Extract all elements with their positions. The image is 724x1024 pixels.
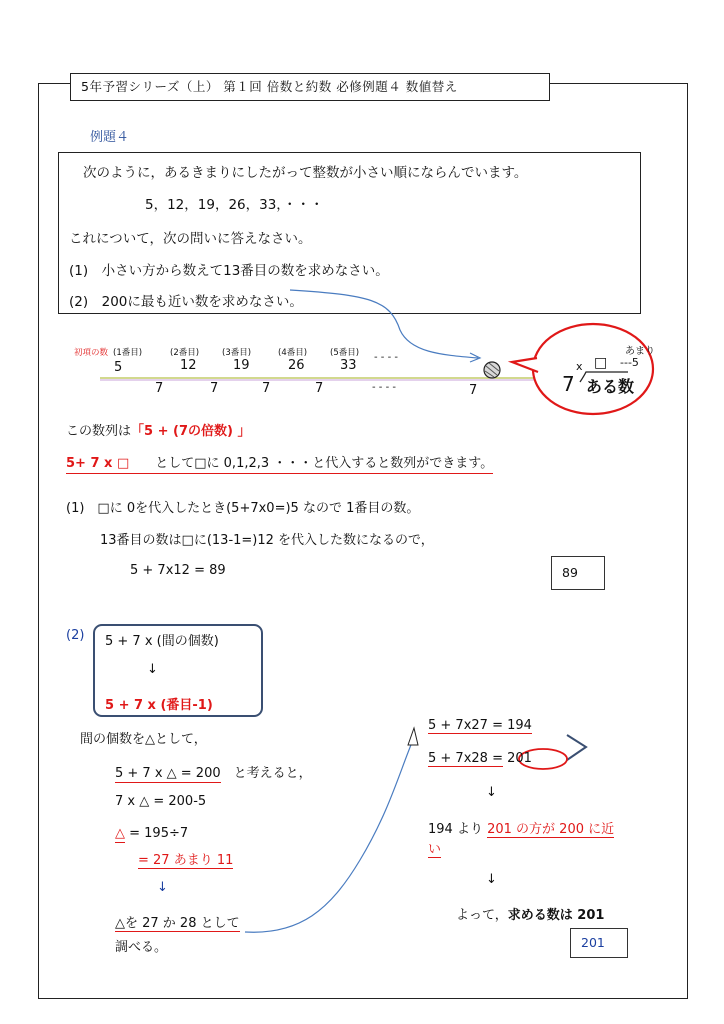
part2-eq3 bbox=[115, 826, 188, 841]
calc-28 bbox=[428, 751, 532, 766]
comparison-line1 bbox=[428, 818, 614, 837]
box-line3: 5 + 7 x (番目-1) bbox=[105, 698, 213, 713]
explain-formula: 5+ 7 x □ bbox=[66, 456, 130, 471]
gap-label-2: 7 bbox=[210, 381, 219, 396]
continuation-dots: - - - - bbox=[374, 352, 398, 363]
calc-28-result: 201 bbox=[507, 751, 532, 766]
part2-down-arrow: ↓ bbox=[157, 880, 168, 895]
part2-check1: △を 27 か 28 として bbox=[115, 912, 240, 932]
pos-label-1: (1番目) bbox=[113, 348, 143, 358]
bubble-x-mark: x bbox=[576, 360, 583, 373]
calc-27: 5 + 7x27 = 194 bbox=[428, 718, 532, 733]
right-arrow-1: ↓ bbox=[486, 785, 497, 800]
part2-check2: 調べる。 bbox=[115, 940, 168, 955]
conclusion bbox=[456, 904, 604, 923]
part2-eq2: 7 x △ = 200-5 bbox=[115, 794, 207, 809]
bubble-remainder: ---5 bbox=[620, 356, 639, 369]
term-2: 12 bbox=[180, 358, 197, 373]
part1-line1: (1) □に 0を代入したとき(5+7x0=)5 なので 1番目の数。 bbox=[66, 501, 420, 516]
gap-label-3: 7 bbox=[262, 381, 271, 396]
bubble-remainder-label: あまり bbox=[625, 346, 655, 357]
term-4: 26 bbox=[288, 358, 305, 373]
part2-eq4: = 27 あまり 11 bbox=[138, 849, 233, 869]
part2-answer-box: 201 bbox=[570, 928, 628, 958]
comparison-prefix: 194 より bbox=[428, 822, 483, 837]
eq1-tail: と考えると， bbox=[233, 766, 312, 781]
comparison-red: 201 の方が 200 に近 bbox=[487, 822, 615, 837]
question-1: (1) 小さい方から数えて13番目の数を求めなさい。 bbox=[69, 263, 389, 279]
gap-label-1: 7 bbox=[155, 381, 164, 396]
continuation-dots-lower: - - - - bbox=[372, 382, 396, 393]
example-label: 例題４ bbox=[90, 130, 130, 145]
comparison-line2: い bbox=[428, 838, 441, 858]
explain-line2 bbox=[66, 452, 493, 474]
part2-label: (2) bbox=[66, 628, 85, 643]
problem-line1: 次のように，あるきまりにしたがって整数が小さい順にならんでいます。 bbox=[83, 165, 528, 181]
gap-label-4: 7 bbox=[315, 381, 324, 396]
pos-label-3: (3番目) bbox=[222, 348, 252, 358]
explain-line1 bbox=[66, 420, 250, 439]
pos-label-5: (5番目) bbox=[330, 348, 360, 358]
part1-calc: 5 + 7x12 = 89 bbox=[130, 563, 226, 578]
page-header: 5年予習シリーズ（上） 第１回 倍数と約数 必修例題４ 数値替え bbox=[70, 73, 550, 101]
part2-formula-box bbox=[93, 624, 263, 717]
gap-label-5: 7 bbox=[469, 383, 478, 398]
eq3-triangle: △ bbox=[115, 826, 125, 841]
bubble-square: □ bbox=[594, 355, 608, 371]
bubble-dividend: ある数 bbox=[586, 377, 635, 396]
conclusion-answer: 求める数は 201 bbox=[507, 908, 605, 923]
eq3-rest: = 195÷7 bbox=[129, 826, 189, 841]
calc-28-left: 5 + 7x28 = bbox=[428, 751, 503, 766]
problem-line3: これについて，次の問いに答えなさい。 bbox=[69, 231, 312, 247]
explain-prefix: この数列は bbox=[66, 424, 132, 439]
question-2: (2) 200に最も近い数を求めなさい。 bbox=[69, 294, 303, 310]
eq1-main: 5 + 7 x △ = 200 bbox=[115, 766, 221, 781]
part1-answer-box: 89 bbox=[551, 556, 605, 590]
bubble-divisor: 7 bbox=[562, 372, 575, 396]
explain-rule: 「5 + (7の倍数) 」 bbox=[131, 424, 251, 439]
term-1: 5 bbox=[114, 360, 123, 375]
explain-substitute: として□に 0,1,2,3 ・・・と代入すると数列ができます。 bbox=[155, 456, 494, 471]
pos-label-2: (2番目) bbox=[170, 348, 200, 358]
term-3: 19 bbox=[233, 358, 250, 373]
part1-line2: 13番目の数は□に(13-1=)12 を代入した数になるので， bbox=[100, 533, 434, 548]
term-5: 33 bbox=[340, 358, 357, 373]
box-arrow: ↓ bbox=[147, 662, 158, 677]
conclusion-prefix: よって， bbox=[456, 908, 508, 923]
pos-label-4: (4番目) bbox=[278, 348, 308, 358]
first-term-label: 初項の数 bbox=[74, 348, 109, 358]
box-line1: 5 + 7 x (間の個数) bbox=[105, 634, 219, 649]
part2-intro: 間の個数を△として， bbox=[80, 732, 207, 747]
part2-eq1 bbox=[115, 762, 312, 781]
problem-sequence: 5，12，19，26，33，・・・ bbox=[145, 197, 324, 213]
right-arrow-2: ↓ bbox=[486, 872, 497, 887]
